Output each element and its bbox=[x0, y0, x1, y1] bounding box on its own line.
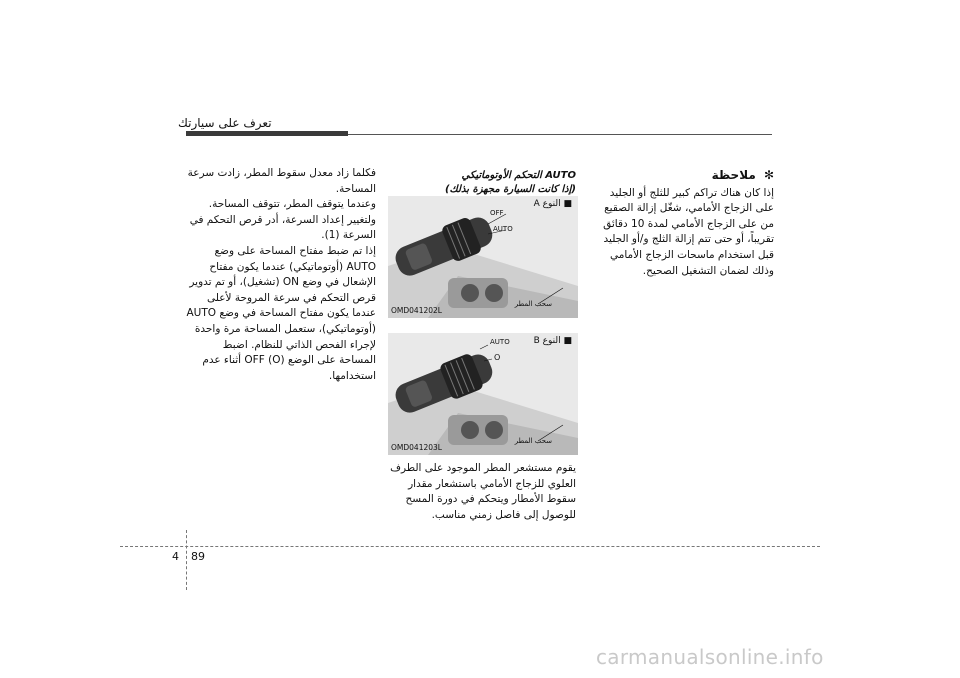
watermark-text: carmanualsonline.info bbox=[596, 645, 824, 669]
figure-code: OMD041203L bbox=[391, 443, 442, 452]
title-line: AUTO التحكم الأوتوماتيكي bbox=[461, 170, 576, 181]
note-column bbox=[594, 168, 774, 279]
footer-divider bbox=[186, 530, 187, 590]
figure-label: ■ النوع B bbox=[533, 336, 572, 346]
figure-type-b bbox=[388, 333, 578, 455]
page-number: 89 bbox=[191, 550, 205, 563]
header-rule-thin bbox=[348, 134, 772, 135]
off-label: OFF bbox=[490, 209, 504, 217]
figure-type-a bbox=[388, 196, 578, 318]
paragraph: إذا تم ضبط مفتاح المساحة على وضع AUTO (أوتوماتيكي) عندما يكون مفتاح الإشعال في وضع ON (تشغيل)، أو تم تدوير قرص التحكم في سرعة المروحة لأعلى عندما يكون مفتاح المساحة في وضع AUTO (أوتوماتيكي)، ستعمل المساحة مرة واحدة لإجراء الفحص الذاتي للنظام. اضبط المساحة على الوضع OFF (O) أثناء عدم استخدامها. bbox=[186, 244, 376, 382]
note-title: ملاحظة bbox=[711, 168, 756, 182]
auto-label: AUTO bbox=[490, 338, 510, 346]
auto-control-title bbox=[388, 169, 576, 197]
header-rule-thick bbox=[186, 131, 348, 136]
title-line: (إذا كانت السيارة مجهزة بذلك) bbox=[444, 184, 576, 195]
rain-sensor-label: سحب المطر bbox=[514, 437, 552, 445]
note-heading bbox=[594, 168, 774, 184]
rain-sensor-caption bbox=[388, 461, 576, 523]
figure-code: OMD041202L bbox=[391, 306, 442, 315]
asterisk-icon: ✻ bbox=[763, 168, 774, 182]
chapter-number: 4 bbox=[172, 550, 179, 563]
section-header-title: تعرف على سيارتك bbox=[178, 116, 272, 130]
paragraph: يقوم مستشعر المطر الموجود على الطرف العلوي للزجاج الأمامي باستشعار مقدار سقوط الأمطار ويتحكم في دورة المسح للوصول إلى فاصل زمني مناسب. bbox=[390, 462, 576, 521]
auto-label: AUTO bbox=[493, 225, 513, 233]
paragraph: ولتغيير إعداد السرعة، أدر قرص التحكم في السرعة (1). bbox=[189, 213, 376, 242]
o-label: O bbox=[494, 353, 501, 362]
paragraph: إذا كان هناك تراكم كبير للثلج أو الجليد على الزجاج الأمامي، شغّل إزالة الصقيع من على الزجاج الأمامي لمدة 10 دقائق تقريباً، أو حتى تتم إزالة الثلج و/أو الجليد قبل استخدام ماسحات الزجاج الأمامي وذلك لضمان التشغيل الصحيح. bbox=[603, 186, 774, 277]
paragraph: فكلما زاد معدل سقوط المطر، زادت سرعة المساحة. bbox=[187, 167, 376, 195]
rain-sensor-label: سحب المطر bbox=[514, 300, 552, 308]
paragraph: وعندما يتوقف المطر، تتوقف المساحة. bbox=[208, 198, 376, 211]
figure-label: ■ النوع A bbox=[533, 199, 572, 209]
left-text-column bbox=[186, 166, 376, 384]
footer-rule bbox=[120, 546, 820, 547]
